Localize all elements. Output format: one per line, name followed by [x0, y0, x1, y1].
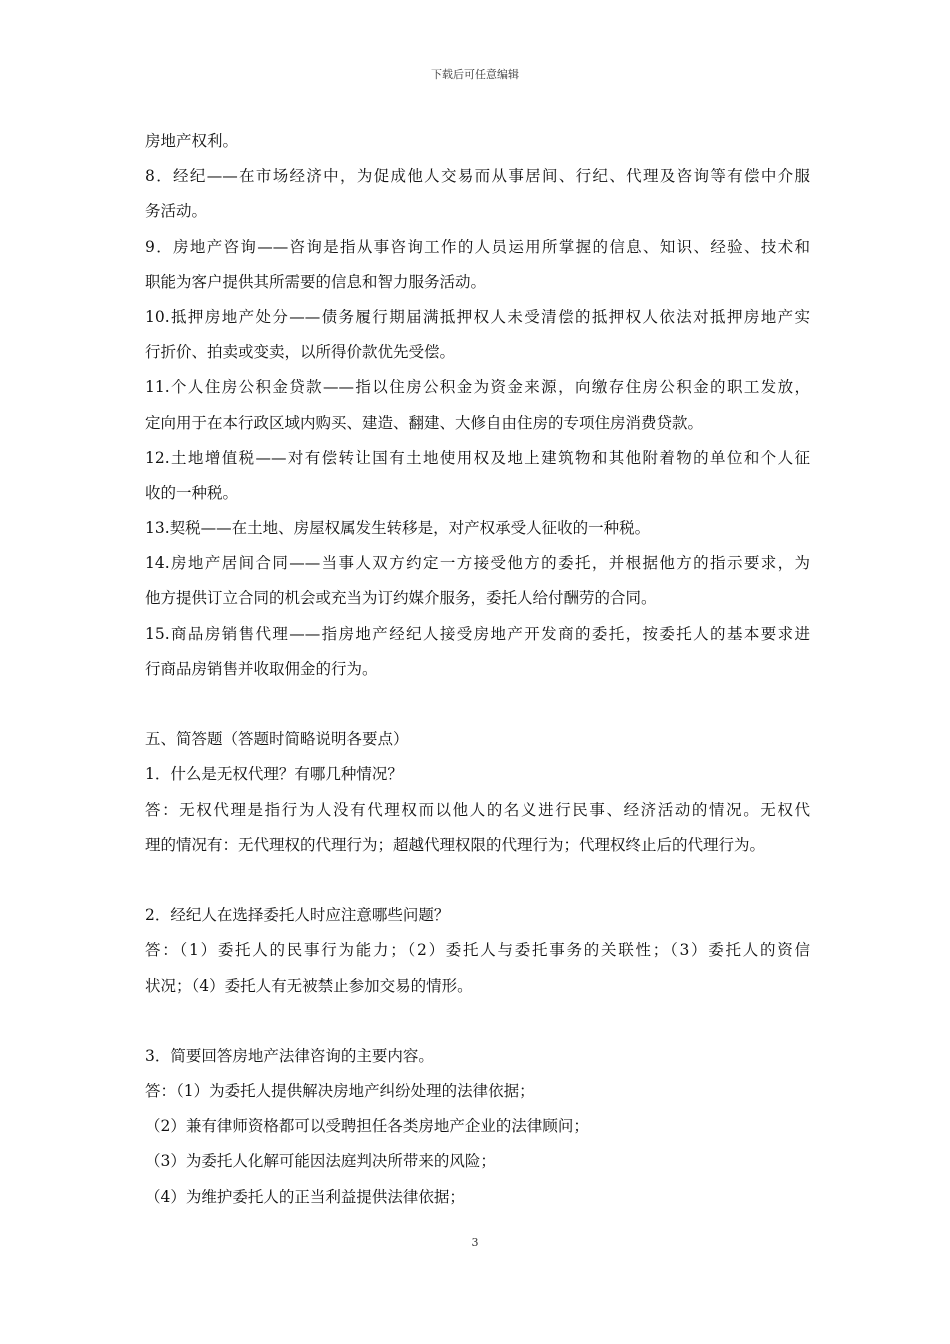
blank-line	[145, 687, 810, 722]
page-header: 下载后可任意编辑	[431, 68, 519, 81]
section-heading: 五、简答题（答题时简略说明各要点）	[145, 730, 409, 749]
document-body	[145, 124, 810, 1215]
text-line: 行商品房销售并收取佣金的行为。	[145, 659, 378, 678]
text-line: 13.契税——在土地、房屋权属发生转移是，对产权承受人征收的一种税。	[145, 519, 651, 538]
blank-line	[145, 1004, 810, 1039]
text-line: 定向用于在本行政区域内购买、建造、翻建、大修自由住房的专项住房消费贷款。	[145, 413, 704, 432]
text-line: 9．房地产咨询——咨询是指从事咨询工作的人员运用所掌握的信息、知识、经验、技术和	[145, 237, 810, 256]
page-number: 3	[471, 1236, 479, 1249]
text-line: 职能为客户提供其所需要的信息和智力服务活动。	[145, 272, 487, 291]
text-line: 15.商品房销售代理——指房地产经纪人接受房地产开发商的委托，按委托人的基本要求进	[145, 624, 810, 643]
question-line: 1．什么是无权代理？有哪几种情况？	[145, 765, 403, 784]
answer-line: 答：无权代理是指行为人没有代理权而以他人的名义进行民事、经济活动的情况。无权代	[145, 800, 810, 819]
text-line: 11.个人住房公积金贷款——指以住房公积金为资金来源，向缴存住房公积金的职工发放，	[145, 378, 810, 397]
answer-line: 理的情况有：无代理权的代理行为；超越代理权限的代理行为；代理权终止后的代理行为。	[145, 835, 766, 854]
text-line: 房地产权利。	[145, 132, 239, 150]
question-line: 3．简要回答房地产法律咨询的主要内容。	[145, 1046, 434, 1065]
text-line: 务活动。	[145, 202, 208, 221]
text-line: 他方提供订立合同的机会或充当为订约媒介服务，委托人给付酬劳的合同。	[145, 589, 657, 608]
text-line: 8．经纪——在市场经济中，为促成他人交易而从事居间、行纪、代理及咨询等有偿中介服	[145, 167, 810, 186]
text-line: 10.抵押房地产处分——债务履行期届满抵押权人未受清偿的抵押权人依法对抵押房地产实	[145, 307, 810, 326]
answer-line: 答：（1）委托人的民事行为能力；（2）委托人与委托事务的关联性；（3）委托人的资信	[145, 941, 810, 960]
answer-line: （2）兼有律师资格都可以受聘担任各类房地产企业的法律顾问；	[145, 1117, 589, 1136]
answer-line: （3）为委托人化解可能因法庭判决所带来的风险；	[145, 1152, 496, 1171]
text-line: 12.土地增值税——对有偿转让国有土地使用权及地上建筑物和其他附着物的单位和个人征	[145, 448, 810, 467]
text-line: 收的一种税。	[145, 483, 239, 502]
text-line: 14.房地产居间合同——当事人双方约定一方接受他方的委托，并根据他方的指示要求，为	[145, 554, 810, 573]
blank-line	[145, 863, 810, 898]
text-line: 行折价、拍卖或变卖，以所得价款优先受偿。	[145, 343, 456, 362]
answer-line: （4）为维护委托人的正当利益提供法律依据；	[145, 1187, 465, 1206]
question-line: 2．经纪人在选择委托人时应注意哪些问题？	[145, 906, 450, 925]
answer-line: 答：（1）为委托人提供解决房地产纠纷处理的法律依据；	[145, 1082, 535, 1101]
answer-line: 状况；（4）委托人有无被禁止参加交易的情形。	[145, 976, 473, 995]
